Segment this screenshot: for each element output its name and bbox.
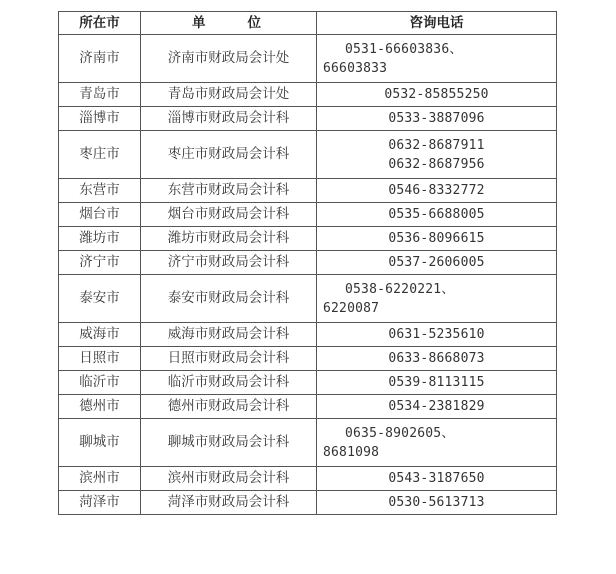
cell-unit: 威海市财政局会计科 <box>141 323 317 347</box>
cell-unit: 烟台市财政局会计科 <box>141 203 317 227</box>
table-row <box>59 107 557 131</box>
cell-city: 泰安市 <box>59 275 141 323</box>
phone-number: 0531-66603836、 <box>345 41 463 57</box>
cell-phone <box>317 395 557 419</box>
phone-number: 8681098 <box>323 444 380 460</box>
cell-city: 临沂市 <box>59 371 141 395</box>
table-row <box>59 467 557 491</box>
phone-number: 0538-6220221、 <box>345 281 455 297</box>
phone-number: 0536-8096615 <box>388 231 485 246</box>
cell-city: 淄博市 <box>59 107 141 131</box>
cell-phone <box>317 347 557 371</box>
cell-phone <box>317 371 557 395</box>
cell-unit: 日照市财政局会计科 <box>141 347 317 371</box>
phone-number: 0535-6688005 <box>388 207 485 222</box>
cell-city: 德州市 <box>59 395 141 419</box>
cell-city: 滨州市 <box>59 467 141 491</box>
cell-city: 潍坊市 <box>59 227 141 251</box>
table-body <box>59 35 557 515</box>
table-row <box>59 491 557 515</box>
cell-unit: 淄博市财政局会计科 <box>141 107 317 131</box>
phone-number: 0530-5613713 <box>388 495 485 510</box>
table-row <box>59 179 557 203</box>
cell-unit: 枣庄市财政局会计科 <box>141 131 317 179</box>
cell-phone <box>317 227 557 251</box>
cell-city: 枣庄市 <box>59 131 141 179</box>
cell-unit: 菏泽市财政局会计科 <box>141 491 317 515</box>
cell-city: 济南市 <box>59 35 141 83</box>
cell-phone <box>317 419 557 467</box>
cell-city: 菏泽市 <box>59 491 141 515</box>
phone-number: 0631-5235610 <box>388 327 485 342</box>
phone-number: 0633-8668073 <box>388 351 485 366</box>
phone-number: 6220087 <box>323 300 380 316</box>
header-unit: 单位 <box>141 12 317 35</box>
table-row <box>59 83 557 107</box>
cell-phone <box>317 467 557 491</box>
header-phone: 咨询电话 <box>317 12 557 35</box>
phone-number: 0532-85855250 <box>384 87 489 102</box>
cell-phone <box>317 323 557 347</box>
cell-phone <box>317 131 557 179</box>
cell-phone <box>317 203 557 227</box>
phone-number: 0534-2381829 <box>388 399 485 414</box>
cell-phone <box>317 83 557 107</box>
cell-unit: 德州市财政局会计科 <box>141 395 317 419</box>
table-row <box>59 347 557 371</box>
cell-unit: 济宁市财政局会计科 <box>141 251 317 275</box>
phone-number: 0539-8113115 <box>388 375 485 390</box>
header-city: 所在市 <box>59 12 141 35</box>
phone-number: 0533-3887096 <box>388 111 485 126</box>
phone-number: 0537-2606005 <box>388 255 485 270</box>
table-row <box>59 35 557 83</box>
phone-number: 0632-8687956 <box>388 156 485 172</box>
cell-city: 青岛市 <box>59 83 141 107</box>
cell-unit: 潍坊市财政局会计科 <box>141 227 317 251</box>
phone-number: 0543-3187650 <box>388 471 485 486</box>
cell-unit: 泰安市财政局会计科 <box>141 275 317 323</box>
contact-table <box>58 11 557 515</box>
cell-phone <box>317 107 557 131</box>
phone-number: 0632-8687911 <box>388 137 485 153</box>
cell-city: 东营市 <box>59 179 141 203</box>
table-row <box>59 251 557 275</box>
table-row <box>59 227 557 251</box>
cell-phone <box>317 251 557 275</box>
cell-unit: 济南市财政局会计处 <box>141 35 317 83</box>
table-row <box>59 203 557 227</box>
phone-number: 0635-8902605、 <box>345 425 455 441</box>
cell-unit: 东营市财政局会计科 <box>141 179 317 203</box>
cell-phone <box>317 275 557 323</box>
table-row <box>59 371 557 395</box>
cell-city: 烟台市 <box>59 203 141 227</box>
table-row <box>59 419 557 467</box>
table-row <box>59 395 557 419</box>
cell-unit: 青岛市财政局会计处 <box>141 83 317 107</box>
contact-table-wrapper <box>58 11 557 515</box>
table-header-row <box>59 12 557 35</box>
table-row <box>59 323 557 347</box>
cell-city: 济宁市 <box>59 251 141 275</box>
phone-number: 0546-8332772 <box>388 183 485 198</box>
table-row <box>59 131 557 179</box>
cell-phone <box>317 491 557 515</box>
phone-number: 66603833 <box>323 60 388 76</box>
cell-city: 日照市 <box>59 347 141 371</box>
cell-city: 聊城市 <box>59 419 141 467</box>
cell-phone <box>317 35 557 83</box>
cell-city: 威海市 <box>59 323 141 347</box>
cell-unit: 聊城市财政局会计科 <box>141 419 317 467</box>
cell-unit: 滨州市财政局会计科 <box>141 467 317 491</box>
cell-phone <box>317 179 557 203</box>
cell-unit: 临沂市财政局会计科 <box>141 371 317 395</box>
table-row <box>59 275 557 323</box>
